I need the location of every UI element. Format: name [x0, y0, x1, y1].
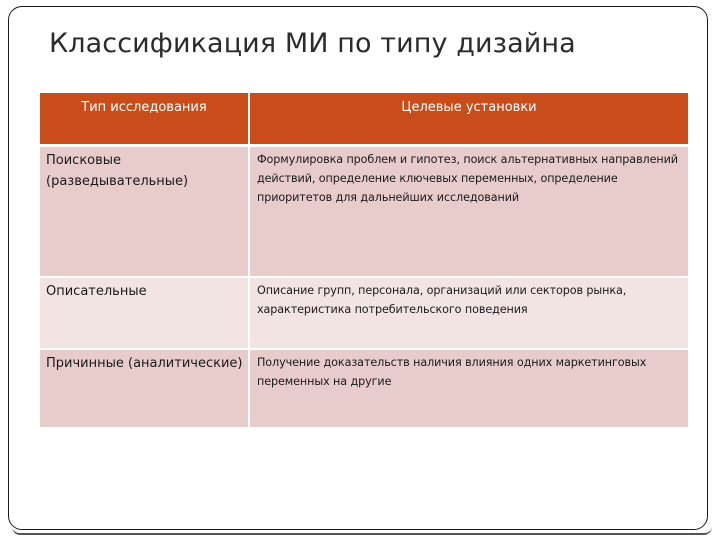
table-row: [40, 277, 688, 349]
classification-table: [40, 93, 688, 429]
table-header-row: [40, 93, 688, 146]
row-type-cell: Причинные (аналитические): [40, 349, 249, 428]
slide-shadow: [12, 527, 712, 535]
header-research-type: Тип исследования: [40, 93, 249, 146]
row-type-cell: Поисковые (разведывательные): [40, 146, 249, 278]
row-goal-cell: Описание групп, персонала, организаций или секторов рынка, характеристика потребительского поведения: [249, 277, 688, 349]
table-row: [40, 146, 688, 278]
row-goal-cell: Получение доказательств наличия влияния одних маркетинговых переменных на другие: [249, 349, 688, 428]
row-goal-cell: Формулировка проблем и гипотез, поиск альтернативных направлений действий, определение ключевых переменных, определение приоритетов для дальнейших исследований: [249, 146, 688, 278]
header-target-goals: Целевые установки: [249, 93, 688, 146]
slide-title: Классификация МИ по типу дизайна: [49, 28, 576, 59]
table-row: [40, 349, 688, 428]
row-type-cell: Описательные: [40, 277, 249, 349]
